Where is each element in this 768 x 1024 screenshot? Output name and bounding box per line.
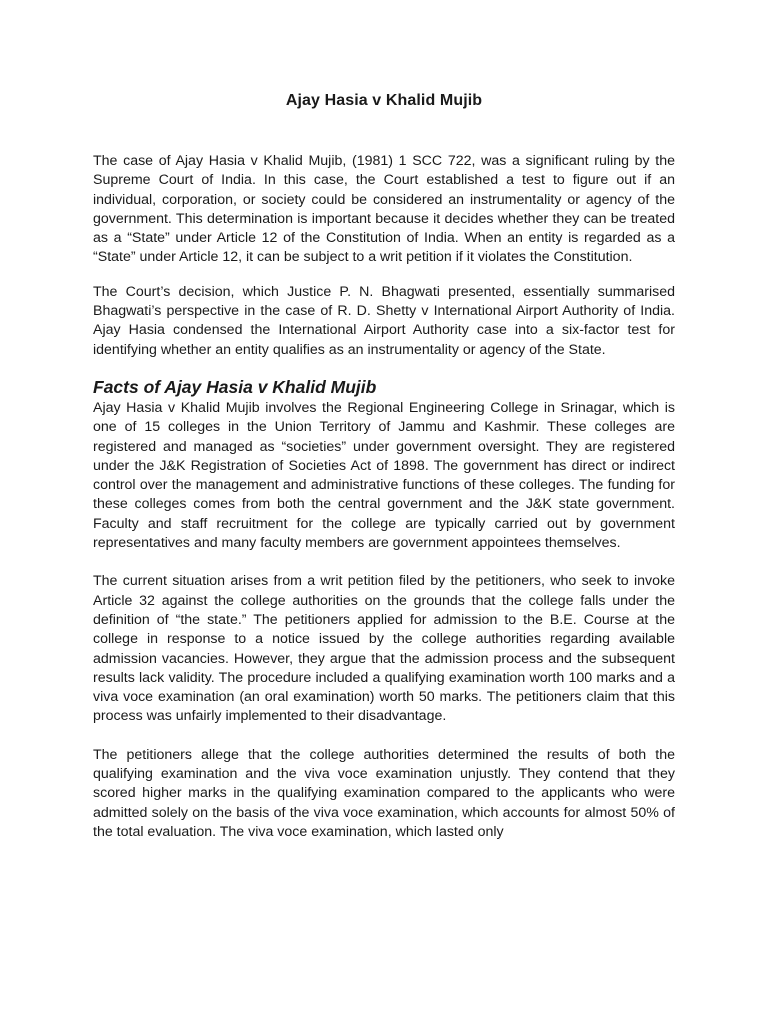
- document-title: Ajay Hasia v Khalid Mujib: [285, 92, 483, 109]
- facts-heading: Facts of Ajay Hasia v Khalid Mujib: [93, 376, 377, 397]
- allegation-paragraph: The petitioners allege that the college authorities determined the results of both the qualifying examination and the viva voce examination unjustly. They contend that they scored higher marks in the qualifying examination compared to the applicants who were admitted solely on the basis of the viva voce examination, which accounts for almost 50% of the total evaluation. The viva voce examination, which lasted only: [93, 746, 675, 840]
- decision-paragraph: The Court’s decision, which Justice P. N. Bhagwati presented, essentially summarised Bhagwati’s perspective in the case of R. D. Shetty v International Airport Authority of India. Ajay Hasia condensed the International Airport Authority case into a six-factor test for identifying whether an entity qualifies as an instrumentality or agency of the State.: [93, 283, 675, 358]
- document-page: [93, 0, 675, 842]
- intro-paragraph: The case of Ajay Hasia v Khalid Mujib, (1981) 1 SCC 722, was a significant ruling by the Supreme Court of India. In this case, the Court established a test to figure out if an individual, corporation, or society could be considered an instrumentality or agency of the government. This determination is important because it decides whether they can be treated as a “State” under Article 12 of the Constitution of India. When an entity is regarded as a “State” under Article 12, it can be subject to a writ petition if it violates the Constitution.: [93, 153, 675, 266]
- facts-paragraph: Ajay Hasia v Khalid Mujib involves the Regional Engineering College in Srinagar, which is one of 15 colleges in the Union Territory of Jammu and Kashmir. These colleges are registered and managed as “societies” under government oversight. They are registered under the J&K Registration of Societies Act of 1898. The government has direct or indirect control over the management and administrative functions of these colleges. The funding for these colleges comes from both the central government and the J&K state government. Faculty and staff recruitment for the college are typically carried out by government representatives and many faculty members are government appointees themselves.: [93, 399, 675, 552]
- writ-petition-paragraph: The current situation arises from a writ petition filed by the petitioners, who seek to invoke Article 32 against the college authorities on the grounds that the college falls under the definition of “the state.” The petitioners applied for admission to the B.E. Course at the college in response to a notice issued by the college authorities regarding available admission vacancies. However, they argue that the admission process and the subsequent results lack validity. The procedure included a qualifying examination worth 100 marks and a viva voce examination (an oral examination) worth 50 marks. The petitioners claim that this process was unfairly implemented to their disadvantage.: [93, 573, 675, 725]
